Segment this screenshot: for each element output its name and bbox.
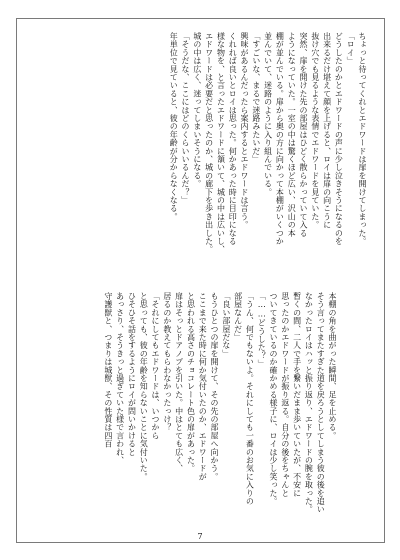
text-line: もうひとつの扉を開けて、その先の部屋へ向かう。 [210,292,220,481]
text-line: 棚が並んでいる。扉から奥の方に向かって本棚がいくつか [275,32,285,246]
text-line: あっさり、そうきっと過ぎていた様で言われ、 [115,292,125,465]
text-line: 居るのか教えてもらわなかったっけ？ [162,292,172,432]
text-line: 城の中は広く、迷ってしまいそうになる。 [192,32,202,188]
text-line: 並んでいて、迷路のように入り組んでいる。 [263,32,273,196]
text-line: と思われる高さのチョコレート色の扉があった。 [186,292,196,473]
text-block-bottom [0,292,400,524]
text-line: 部屋なんだ」 [233,292,243,342]
text-line: ついてきているのか確かめる様子に、ロイは少し笑った。 [269,292,279,506]
text-line: 「そうだな、ここにはどのくらいいるんだ？」 [181,32,191,205]
text-line: ここまで来た時に何か気付いたのか、エドワードが [198,292,208,481]
text-line: どうしたのかとエドワードの声に少し泣きそうになるのを [334,32,344,246]
page-number: 7 [197,532,203,541]
text-line: 「それにしてもエドワードは、いつから [151,292,161,440]
text-line: 「……どうした？」 [257,292,267,368]
text-line: ひそひそ話をするようにロイが問いかけると [127,292,137,456]
text-line: 抜け穴でも見るような表情でエドワードを見ていた。 [310,32,320,229]
text-line: 突然、扉を開けた先の部屋はひどく散らかっていて入る [299,32,309,237]
text-line: 扉はそっとドアノブを引いた。中はとても広く、 [174,292,184,473]
text-line: 興味があるんだったら案内するとエドワードは言う。 [240,32,250,229]
text-line: 「すごいな、まるで迷路みたいだ」 [251,32,261,164]
text-line: 本棚の角を曲がった瞬間、足を止める。 [328,292,337,440]
text-line: 「うん、何でもないよ。それにしても一番のお気に入りの [245,292,255,506]
text-line: そう言ってまたすぎた道を戻ろうとしてしまう彼の後を追い [316,292,326,514]
text-line: 思ったのかエドワードが振り返る。自分の後をちゃんと [280,292,290,497]
text-line: 「良い部屋だな」 [221,292,231,358]
text-line: エドワードは必要だと思ったのか、城の廊下を歩き出した。 [204,32,214,254]
text-line: 年単位で見ていると、彼の年齢が分からなくなる。 [169,32,179,221]
text-line: なかったロイはハッと振り返り、エドワードの腕を取った。 [304,292,314,514]
text-line: 出来るだけ堪えて顔を上げると、ロイは扉の向こうに [322,32,332,229]
text-line: ようになっていた。一室の中は驚くほど広い、沢山の本 [287,32,297,237]
text-line: 「ロイ」 [346,32,356,65]
text-line: 守護獣と、つまりは城獣、その性質は四百 [103,292,113,448]
text-block-top [0,32,400,262]
text-line: と思っても、彼の年齢を知らないことに気付いた。 [139,292,149,481]
text-line: ちょっと待ってくれとエドワードは扉を開けてしまった。 [358,32,367,246]
text-line: くれれば良いとロイは思った。何かあった時に目印になる [228,32,238,246]
text-line: 様な物を、と言ったエドワードに頷いて、城の中は広いし、 [216,32,226,254]
text-line: 暫くの間、二人で手を繋いだまま歩いていたが、不安に [292,292,302,497]
